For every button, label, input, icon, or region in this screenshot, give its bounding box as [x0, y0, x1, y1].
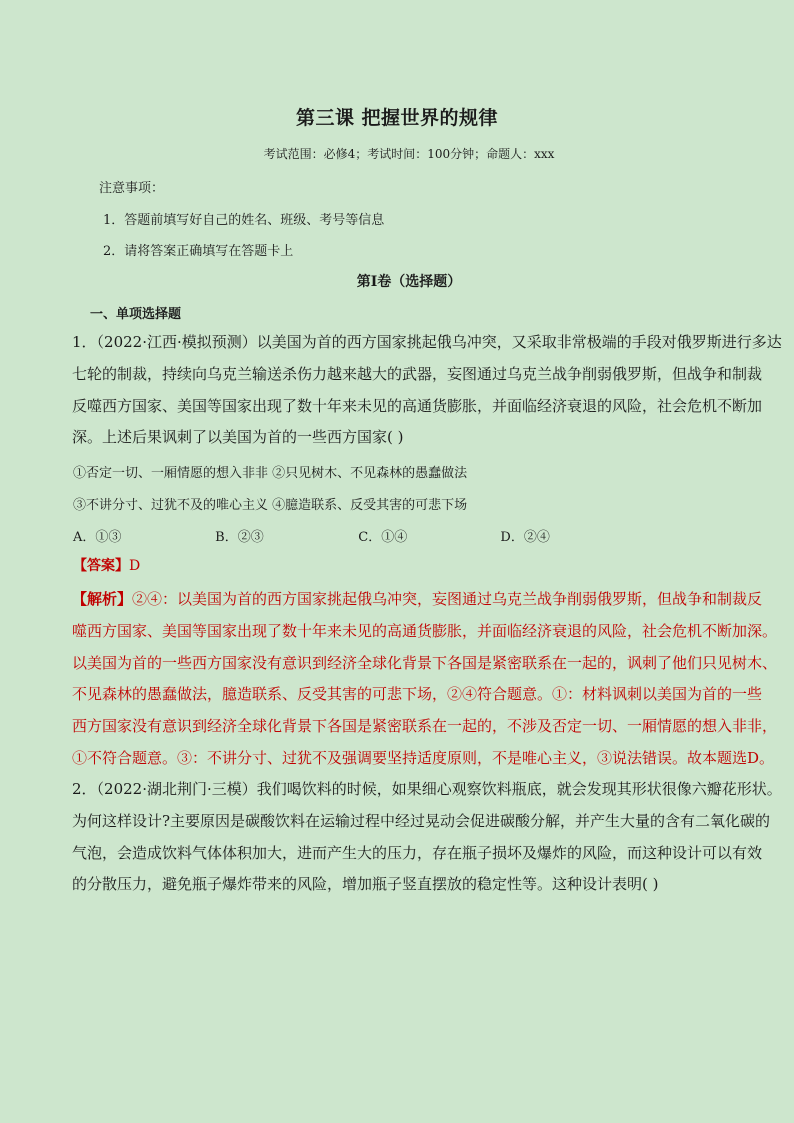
- choices-row: [73, 526, 550, 545]
- notice-item-1: 1．答题前填写好自己的姓名、班级、考号等信息: [103, 213, 385, 228]
- notice-heading: 注意事项：: [99, 181, 165, 196]
- lesson-title: 第三课 把握世界的规律: [295, 107, 499, 129]
- statement-row-2: ③不讲分寸、过犹不及的唯心主义 ④臆造联系、反受其害的可悲下场: [73, 498, 468, 513]
- section-title: 一、单项选择题: [90, 307, 182, 322]
- answer-tag: 【答案】: [73, 558, 129, 574]
- analysis-line: 【解析】②④：以美国为首的西方国家挑起俄乌冲突，妄图通过乌克兰战争削弱俄罗斯，但战争和制裁反: [72, 590, 763, 608]
- choice-c[interactable]: C．①④: [358, 530, 408, 545]
- question-1-stem: [72, 327, 782, 454]
- question-2-line: 的分散压力，避免瓶子爆炸带来的风险，增加瓶子竖直摆放的稳定性等。这种设计表明( ): [72, 875, 659, 894]
- analysis-line: 西方国家没有意识到经济全球化背景下各国是紧密联系在一起的，不涉及否定一切、一厢情愿的想入非非，: [72, 717, 778, 736]
- notice-item-2: 2．请将答案正确填写在答题卡上: [103, 244, 294, 259]
- analysis-block: [72, 584, 778, 775]
- answer-value: D: [129, 558, 141, 574]
- question-1-line: 七轮的制裁，持续向乌克兰输送杀伤力越来越大的武器，妄图通过乌克兰战争削弱俄罗斯，但战争和制裁: [72, 364, 763, 383]
- analysis-tag: 【解析】: [72, 590, 133, 608]
- choice-d[interactable]: D．②④: [500, 530, 550, 545]
- analysis-line: ①不符合题意。③：不讲分寸、过犹不及强调要坚持适度原则，不是唯心主义，③说法错误。故本题选D。: [72, 748, 775, 767]
- analysis-line: 不见森林的愚蠢做法，臆造联系、反受其害的可悲下场，②④符合题意。①：材料讽刺以美国为首的一些: [72, 685, 763, 704]
- exam-info: 考试范围：必修4；考试时间：100分钟；命题人：xxx: [263, 147, 555, 161]
- question-1-line: 深。上述后果讽刺了以美国为首的一些西方国家( ): [72, 428, 404, 447]
- question-1-line: 反噬西方国家、美国等国家出现了数十年来未见的高通货膨胀，并面临经济衰退的风险，社会危机不断加: [72, 396, 763, 415]
- statement-row-1: ①否定一切、一厢情愿的想入非非 ②只见树木、不见森林的愚蠢做法: [73, 466, 468, 481]
- question-2-line: 为何这样设计?主要原因是碳酸饮料在运输过程中经过晃动会促进碳酸分解，并产生大量的含有二氧化碳的: [72, 811, 771, 830]
- question-2-stem: [72, 774, 782, 901]
- choice-a[interactable]: A．①③: [73, 530, 122, 545]
- analysis-line: 以美国为首的一些西方国家没有意识到经济全球化背景下各国是紧密联系在一起的，讽刺了他们只见树木、: [72, 653, 778, 672]
- question-2-line: 气泡，会造成饮料气体体积加大，进而产生大的压力，存在瓶子损坏及爆炸的风险，而这种设计可以有效: [72, 843, 763, 862]
- question-2-line: 2．（2022·湖北荆门·三模）我们喝饮料的时候，如果细心观察饮料瓶底，就会发现其形状很像六瓣花形状。: [72, 780, 782, 798]
- question-1-line: 1．（2022·江西·模拟预测）以美国为首的西方国家挑起俄乌冲突，又采取非常极端的手段对俄罗斯进行多达: [72, 333, 782, 351]
- answer-line: [73, 555, 140, 575]
- choice-b[interactable]: B．②③: [215, 530, 264, 545]
- analysis-line: 噬西方国家、美国等国家出现了数十年来未见的高通货膨胀，并面临经济衰退的风险，社会危机不断加深。: [72, 621, 778, 640]
- part-title: 第I卷（选择题）: [356, 274, 462, 290]
